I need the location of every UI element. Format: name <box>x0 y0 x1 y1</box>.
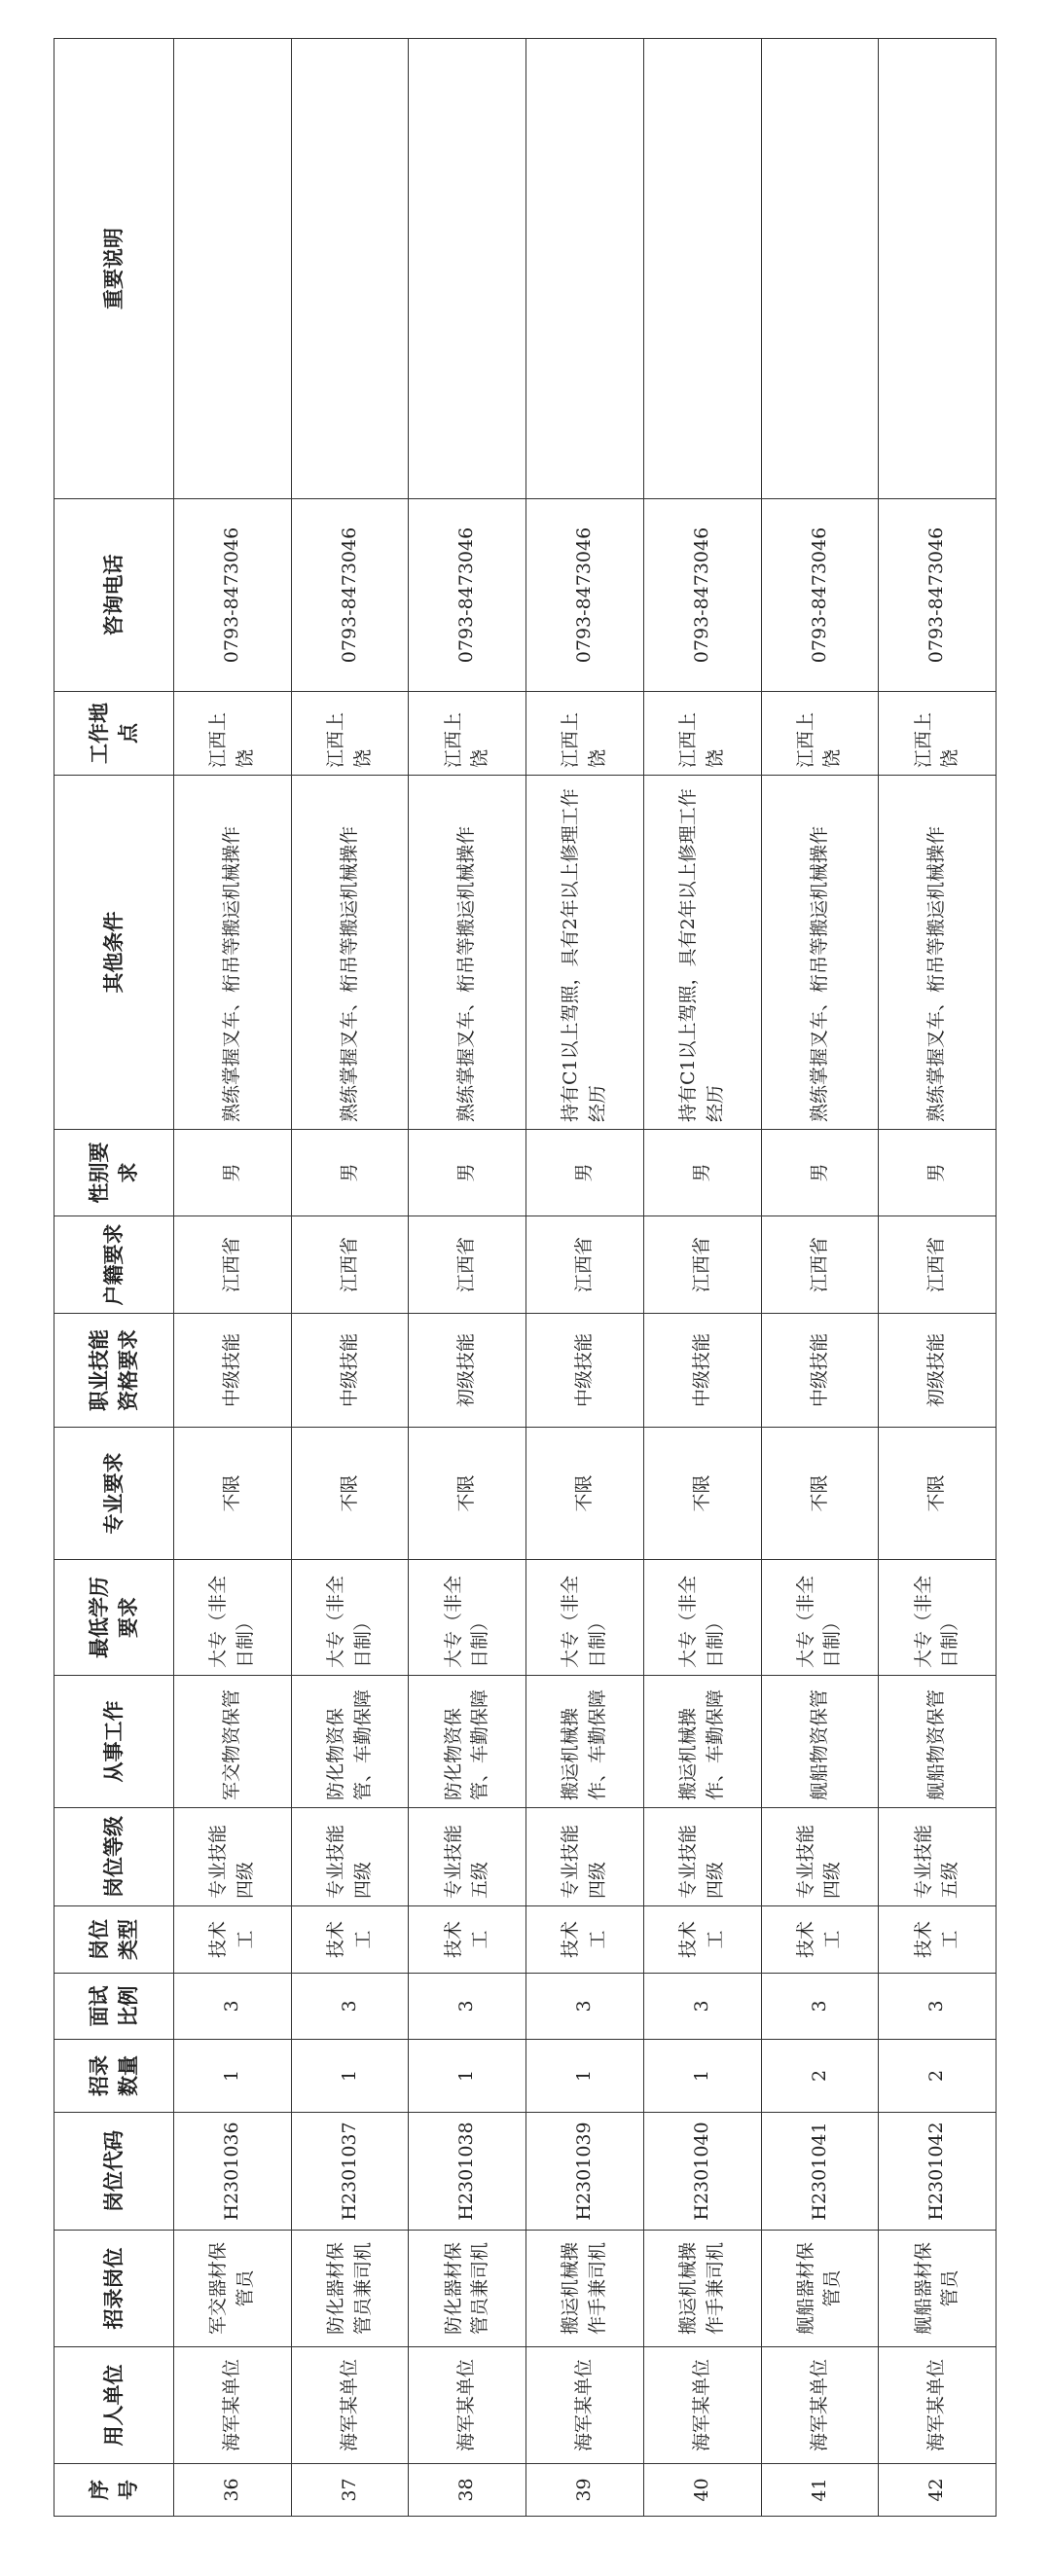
table-cell: 0793-8473046 <box>409 499 526 692</box>
table-cell: 中级技能 <box>643 1314 761 1428</box>
table-cell: 海军某单位 <box>174 2347 292 2464</box>
header-cell: 招录数量 <box>54 2040 174 2113</box>
header-cell: 岗位代码 <box>54 2113 174 2231</box>
table-cell: 熟练掌握叉车、桁吊等搬运机械操作 <box>291 776 409 1130</box>
table-cell: 技术工 <box>761 1906 879 1974</box>
table-cell: 军交物资保管 <box>174 1676 292 1808</box>
table-cell <box>761 39 879 499</box>
table-cell: 海军某单位 <box>761 2347 879 2464</box>
table-row <box>526 39 644 2517</box>
table-cell: 39 <box>526 2464 644 2517</box>
table-cell <box>174 39 292 499</box>
table-cell: H2301039 <box>526 2113 644 2231</box>
table-cell: 大专（非全日制） <box>526 1560 644 1676</box>
table-cell: 0793-8473046 <box>174 499 292 692</box>
table-cell: 技术工 <box>409 1906 526 1974</box>
table-cell: 40 <box>643 2464 761 2517</box>
table-cell: 0793-8473046 <box>291 499 409 692</box>
table-cell: 36 <box>174 2464 292 2517</box>
table-cell <box>409 39 526 499</box>
header-cell: 岗位类型 <box>54 1906 174 1974</box>
table-cell: 专业技能四级 <box>643 1808 761 1906</box>
table-cell: 中级技能 <box>174 1314 292 1428</box>
table-cell <box>643 39 761 499</box>
header-cell: 序号 <box>54 2464 174 2517</box>
table-cell: 江西省 <box>761 1216 879 1314</box>
table-cell: 舰船器材保管员 <box>761 2231 879 2347</box>
table-cell: 江西上饶 <box>761 692 879 776</box>
table-cell: 江西上饶 <box>879 692 997 776</box>
table-cell: 男 <box>643 1130 761 1216</box>
table-cell: 舰船物资保管 <box>879 1676 997 1808</box>
table-cell: 不限 <box>643 1428 761 1560</box>
table-cell: 37 <box>291 2464 409 2517</box>
header-cell: 面试比例 <box>54 1974 174 2040</box>
table-cell: H2301042 <box>879 2113 997 2231</box>
table-cell: 大专（非全日制） <box>879 1560 997 1676</box>
header-cell: 用人单位 <box>54 2347 174 2464</box>
table-cell: 专业技能四级 <box>174 1808 292 1906</box>
table-cell: 搬运机械操作、车勤保障 <box>526 1676 644 1808</box>
table-cell: 海军某单位 <box>526 2347 644 2464</box>
table-cell: 3 <box>879 1974 997 2040</box>
table-cell: 不限 <box>761 1428 879 1560</box>
table-cell: 0793-8473046 <box>526 499 644 692</box>
table-cell: 中级技能 <box>761 1314 879 1428</box>
table-cell: 0793-8473046 <box>761 499 879 692</box>
table-cell: 中级技能 <box>526 1314 644 1428</box>
table-cell: 不限 <box>879 1428 997 1560</box>
table-cell: 不限 <box>174 1428 292 1560</box>
table-cell: 1 <box>291 2040 409 2113</box>
header-cell: 专业要求 <box>54 1428 174 1560</box>
table-cell: 江西省 <box>643 1216 761 1314</box>
table-cell: 持有C1以上驾照，具有2年以上修理工作经历 <box>526 776 644 1130</box>
table-cell: 技术工 <box>879 1906 997 1974</box>
header-cell: 从事工作 <box>54 1676 174 1808</box>
table-cell: 男 <box>291 1130 409 1216</box>
table-cell: 防化物资保管、车勤保障 <box>291 1676 409 1808</box>
header-cell: 性别要求 <box>54 1130 174 1216</box>
table-cell: 男 <box>879 1130 997 1216</box>
table-cell: 技术工 <box>643 1906 761 1974</box>
table-cell: 专业技能五级 <box>409 1808 526 1906</box>
table-cell: 不限 <box>526 1428 644 1560</box>
table-cell: 江西上饶 <box>291 692 409 776</box>
table-cell: 男 <box>761 1130 879 1216</box>
table-cell: 江西省 <box>291 1216 409 1314</box>
table-cell: 江西省 <box>409 1216 526 1314</box>
table-cell: 江西省 <box>879 1216 997 1314</box>
table-cell: 江西上饶 <box>409 692 526 776</box>
table-cell: 41 <box>761 2464 879 2517</box>
table-cell: 防化物资保管、车勤保障 <box>409 1676 526 1808</box>
header-cell: 咨询电话 <box>54 499 174 692</box>
table-cell: 中级技能 <box>291 1314 409 1428</box>
table-cell: 男 <box>174 1130 292 1216</box>
table-cell: 不限 <box>291 1428 409 1560</box>
table-cell: 熟练掌握叉车、桁吊等搬运机械操作 <box>761 776 879 1130</box>
table-cell: 专业技能四级 <box>526 1808 644 1906</box>
table-cell: 大专（非全日制） <box>643 1560 761 1676</box>
table-cell: 初级技能 <box>879 1314 997 1428</box>
table-cell: 熟练掌握叉车、桁吊等搬运机械操作 <box>409 776 526 1130</box>
table-cell: 技术工 <box>291 1906 409 1974</box>
table-row <box>643 39 761 2517</box>
table-cell: 3 <box>761 1974 879 2040</box>
table-cell: 男 <box>526 1130 644 1216</box>
table-cell: 大专（非全日制） <box>409 1560 526 1676</box>
table-cell: H2301040 <box>643 2113 761 2231</box>
recruitment-table <box>54 38 997 2517</box>
table-cell: H2301041 <box>761 2113 879 2231</box>
table-cell: 3 <box>291 1974 409 2040</box>
table-cell: 不限 <box>409 1428 526 1560</box>
table-cell: 江西上饶 <box>643 692 761 776</box>
table-cell: 海军某单位 <box>291 2347 409 2464</box>
table-cell: 1 <box>409 2040 526 2113</box>
header-cell: 户籍要求 <box>54 1216 174 1314</box>
table-cell: 江西上饶 <box>174 692 292 776</box>
table-cell: H2301037 <box>291 2113 409 2231</box>
table-cell: 熟练掌握叉车、桁吊等搬运机械操作 <box>174 776 292 1130</box>
table-cell: 3 <box>174 1974 292 2040</box>
table-cell: 专业技能五级 <box>879 1808 997 1906</box>
table-row <box>409 39 526 2517</box>
table-cell: 江西省 <box>174 1216 292 1314</box>
table-cell: 军交器材保管员 <box>174 2231 292 2347</box>
table-row <box>174 39 292 2517</box>
table-cell: 2 <box>879 2040 997 2113</box>
table-cell: 男 <box>409 1130 526 1216</box>
table-cell: 1 <box>643 2040 761 2113</box>
header-cell: 重要说明 <box>54 39 174 499</box>
table-cell: 舰船物资保管 <box>761 1676 879 1808</box>
table-cell: 海军某单位 <box>879 2347 997 2464</box>
table-cell <box>291 39 409 499</box>
table-cell: 技术工 <box>174 1906 292 1974</box>
rotated-sheet <box>54 39 997 2517</box>
table-cell: 大专（非全日制） <box>174 1560 292 1676</box>
table-row <box>291 39 409 2517</box>
table-cell: 舰船器材保管员 <box>879 2231 997 2347</box>
table-cell: 专业技能四级 <box>291 1808 409 1906</box>
header-cell: 招录岗位 <box>54 2231 174 2347</box>
table-cell: 技术工 <box>526 1906 644 1974</box>
table-cell: 0793-8473046 <box>879 499 997 692</box>
table-cell: 熟练掌握叉车、桁吊等搬运机械操作 <box>879 776 997 1130</box>
table-cell: 3 <box>643 1974 761 2040</box>
table-cell: 搬运机械操作手兼司机 <box>643 2231 761 2347</box>
table-cell: 防化器材保管员兼司机 <box>291 2231 409 2347</box>
table-cell: H2301038 <box>409 2113 526 2231</box>
table-cell <box>526 39 644 499</box>
table-cell: 防化器材保管员兼司机 <box>409 2231 526 2347</box>
table-cell: 大专（非全日制） <box>761 1560 879 1676</box>
table-cell: 持有C1以上驾照，具有2年以上修理工作经历 <box>643 776 761 1130</box>
table-cell: 0793-8473046 <box>643 499 761 692</box>
header-cell: 其他条件 <box>54 776 174 1130</box>
header-cell: 工作地点 <box>54 692 174 776</box>
table-cell: 搬运机械操作、车勤保障 <box>643 1676 761 1808</box>
table-cell: 江西上饶 <box>526 692 644 776</box>
header-cell: 职业技能资格要求 <box>54 1314 174 1428</box>
table-cell: 初级技能 <box>409 1314 526 1428</box>
header-cell: 岗位等级 <box>54 1808 174 1906</box>
header-cell: 最低学历要求 <box>54 1560 174 1676</box>
table-cell: 3 <box>409 1974 526 2040</box>
header-row <box>54 39 174 2517</box>
table-cell: 海军某单位 <box>409 2347 526 2464</box>
table-row <box>761 39 879 2517</box>
table-cell: 38 <box>409 2464 526 2517</box>
table-cell: 2 <box>761 2040 879 2113</box>
table-cell: 1 <box>526 2040 644 2113</box>
table-row <box>879 39 997 2517</box>
table-cell: 42 <box>879 2464 997 2517</box>
table-cell: H2301036 <box>174 2113 292 2231</box>
table-cell: 1 <box>174 2040 292 2113</box>
table-cell: 大专（非全日制） <box>291 1560 409 1676</box>
table-cell <box>879 39 997 499</box>
table-cell: 江西省 <box>526 1216 644 1314</box>
table-cell: 3 <box>526 1974 644 2040</box>
table-cell: 专业技能四级 <box>761 1808 879 1906</box>
table-cell: 搬运机械操作手兼司机 <box>526 2231 644 2347</box>
table-cell: 海军某单位 <box>643 2347 761 2464</box>
